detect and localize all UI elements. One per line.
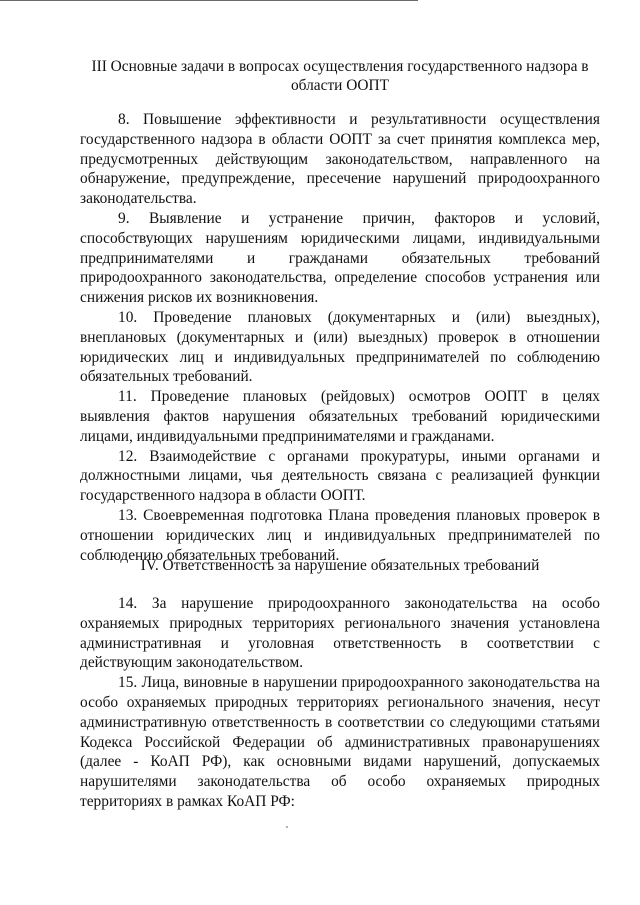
- top-rule: [0, 0, 418, 1]
- section-4-heading: IV. Ответственность за нарушение обязательных требований: [140, 557, 540, 574]
- section-4-body: [80, 594, 600, 812]
- paragraph-8: 8. Повышение эффективности и результативности осуществления государственного надзора в области ООПТ за счет принятия комплекса мер, предусмотренных действующим законодательством, направленного на обнаружение, предупреждение, пресечение нарушений природоохранного законодательства.: [80, 111, 600, 208]
- paragraph-9: 9. Выявление и устранение причин, факторов и условий, способствующих нарушениям юридическими лицами, индивидуальными предпринимателями и гражданами обязательных требований природоохранного законодательства, определение способов устранения или снижения рисков их возникновения.: [80, 209, 600, 307]
- paragraph-13: 13. Своевременная подготовка Плана проведения плановых проверок в отношении юридических лиц и индивидуальных предпринимателей по соблюдению обязательных требований.: [80, 506, 600, 564]
- paragraph-15: 15. Лица, виновные в нарушении природоохранного законодательства на особо охраняемых природных территориях регионального значения, несут административную ответственность в соответствии со следующими статьями Кодекса Российской Федерации об административных правонарушениях (далее - КоАП РФ), как основными видами нарушений, допускаемых нарушителями законодательства об особо охраняемых природных территориях в рамках КоАП РФ:: [80, 674, 600, 810]
- scan-speck: [286, 826, 288, 828]
- section-3-heading: III Основные задачи в вопросах осуществления государственного надзора в области ООПТ: [91, 58, 589, 95]
- paragraph-14: 14. За нарушение природоохранного законодательства на особо охраняемых природных территориях регионального значения установлена административная и уголовная ответственность в соответствии с действующим законодательством.: [80, 595, 600, 672]
- paragraph-12: 12. Взаимодействие с органами прокуратуры, иными органами и должностными лицами, чья деятельность связана с реализацией функции государственного надзора в области ООПТ.: [80, 447, 600, 505]
- paragraph-11: 11. Проведение плановых (рейдовых) осмотров ООПТ в целях выявления фактов нарушения обязательных требований юридическими лицами, индивидуальными предпринимателями и гражданами.: [80, 388, 600, 445]
- paragraph-10: 10. Проведение плановых (документарных и (или) выездных), внеплановых (документарных и (или) выездных) проверок в отношении юридических лиц и индивидуальных предпринимателей по соблюдению обязательных требований.: [80, 308, 600, 386]
- section-3-body: [80, 110, 600, 565]
